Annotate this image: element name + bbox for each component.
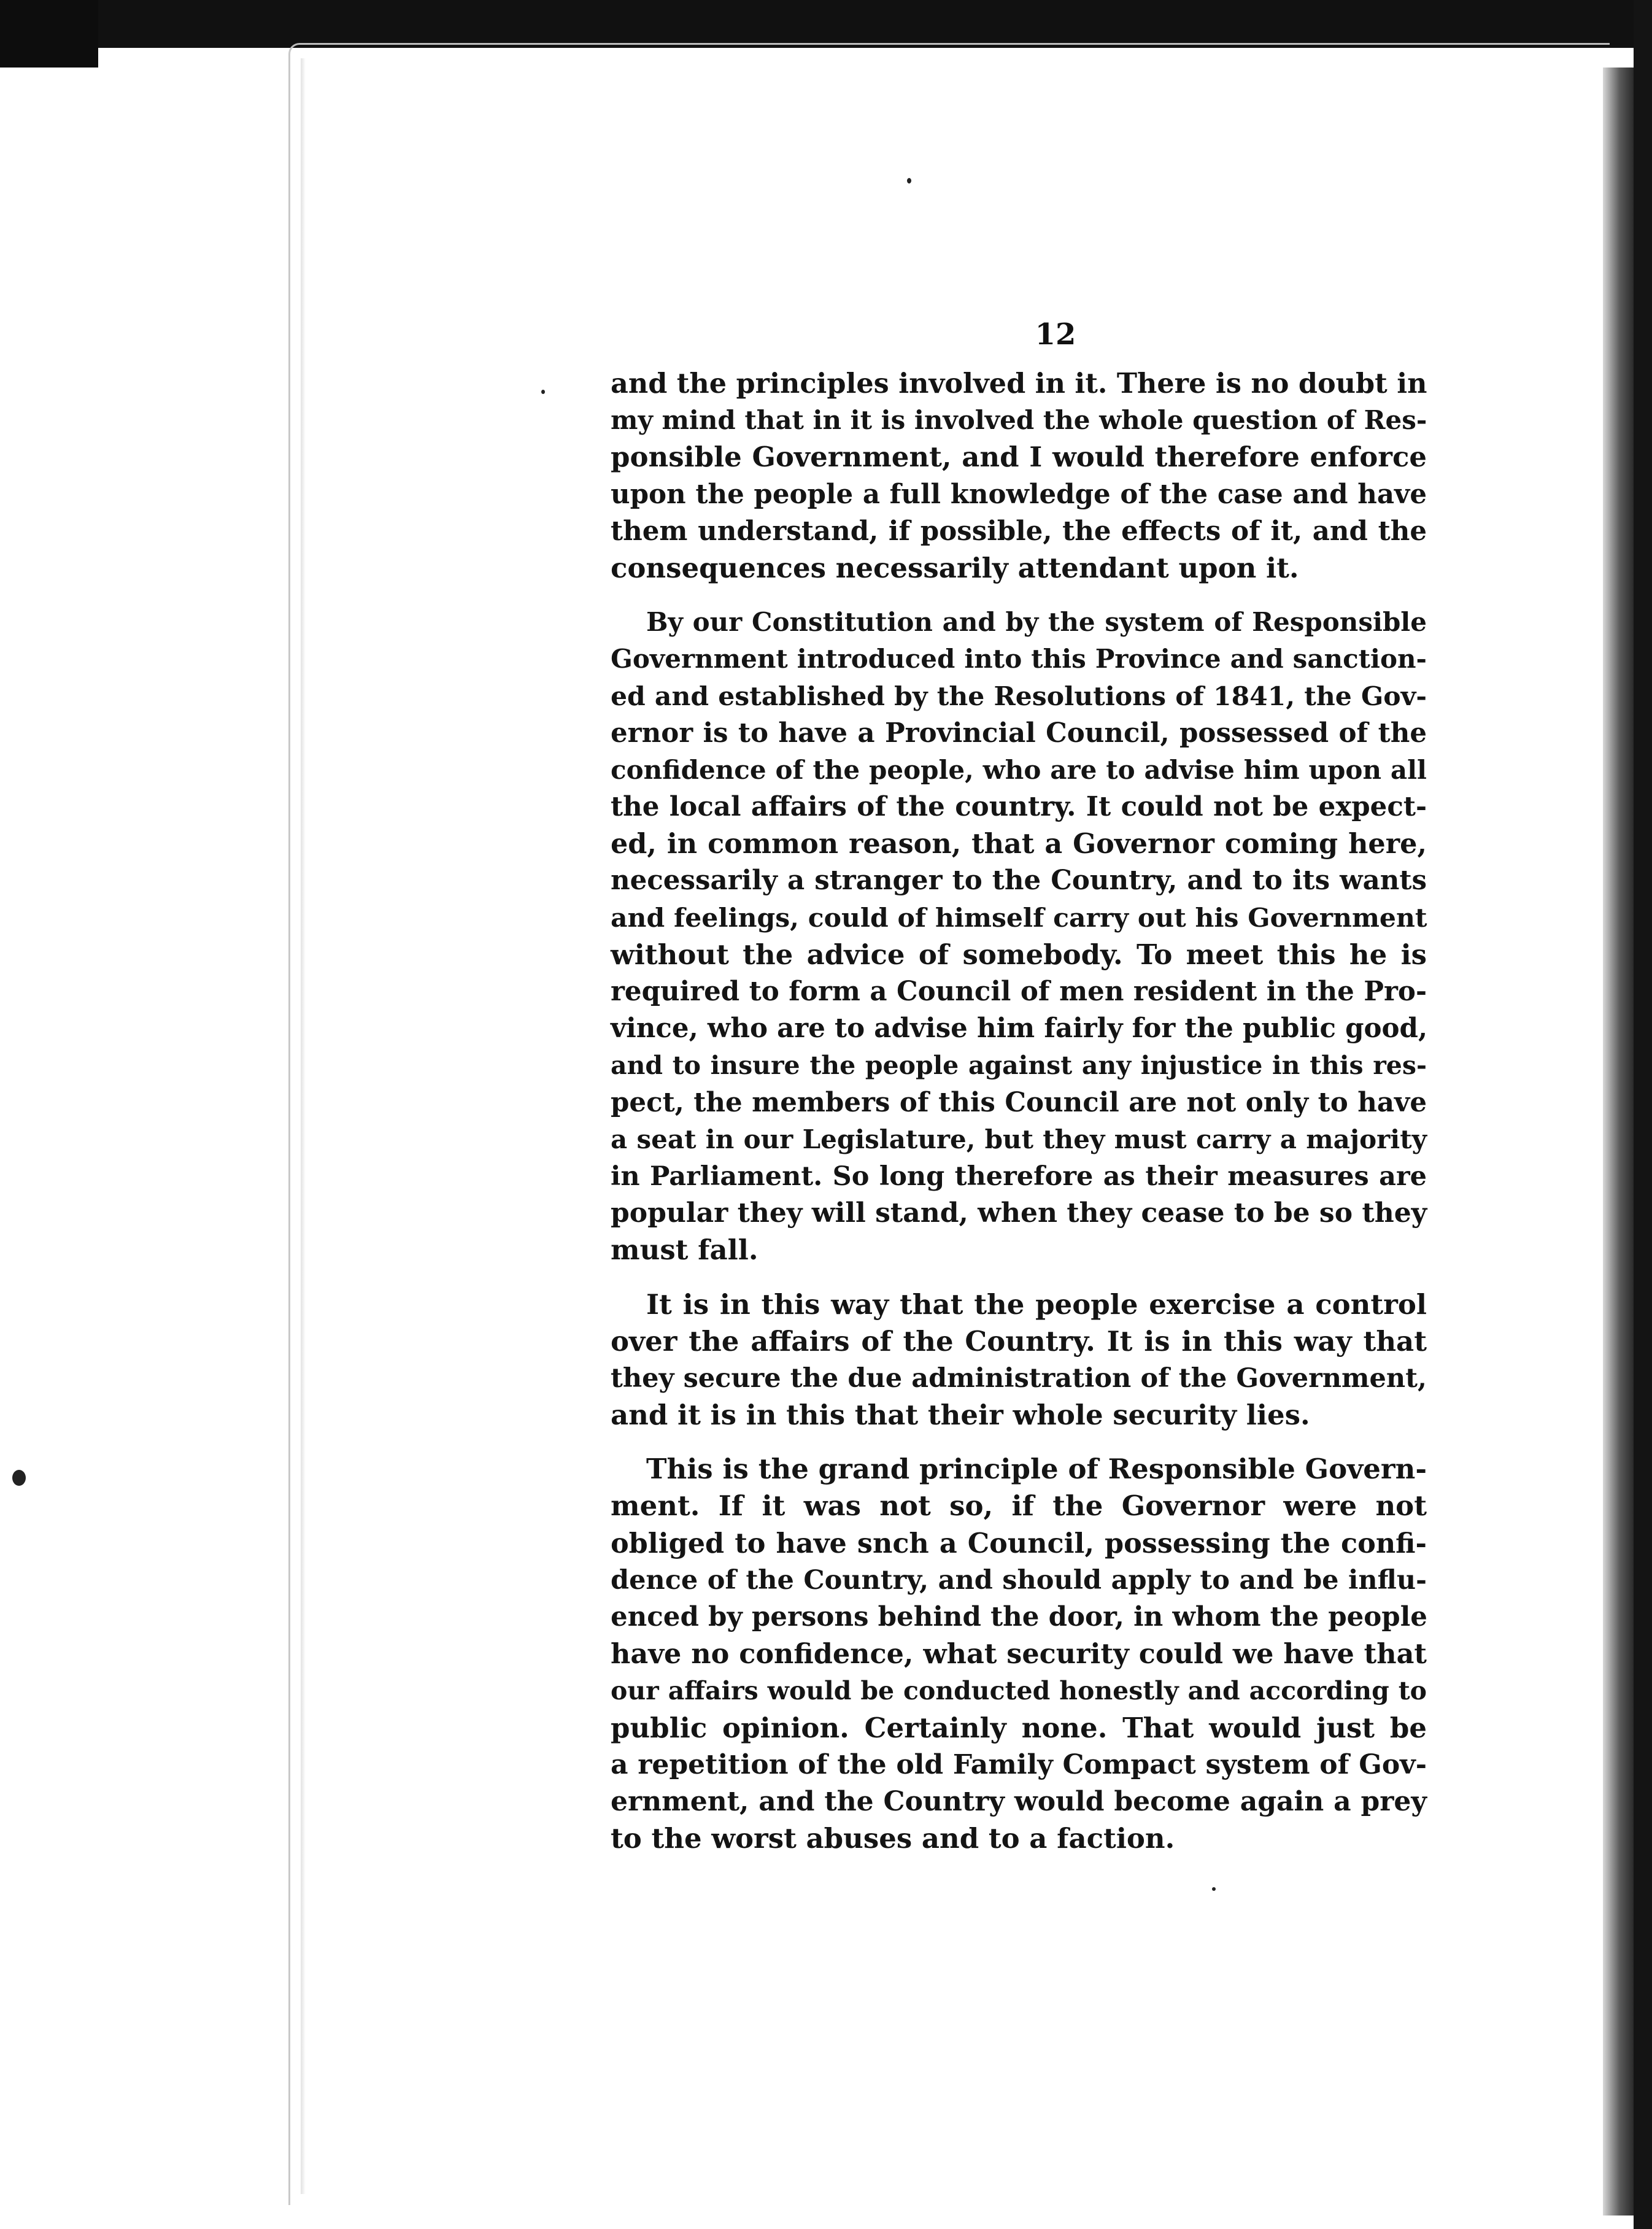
paragraph — [611, 1286, 1427, 1434]
text-line: ed and established by the Resolutions of 1841, the Gov- — [611, 681, 1427, 712]
paragraph-gap — [611, 1434, 1427, 1451]
text-line: they secure the due administration of the Government, — [611, 1362, 1427, 1394]
text-line: It is in this way that the people exercise a control — [646, 1288, 1427, 1321]
text-line: obliged to have snch a Council, possessing the confi- — [611, 1527, 1427, 1559]
page-number: 12 — [1035, 317, 1076, 352]
text-line: and feelings, could of himself carry out his Government — [611, 902, 1427, 933]
scan-border-corner — [0, 0, 98, 68]
text-line: ernment, and the Country would become again a prey — [611, 1785, 1427, 1817]
text-line: required to form a Council of men resident in the Pro- — [611, 976, 1427, 1007]
scan-speck — [12, 1470, 26, 1486]
text-line: This is the grand principle of Responsible Govern- — [646, 1453, 1427, 1486]
text-line: a seat in our Legislature, but they must carry a majority — [611, 1124, 1427, 1154]
text-line: confidence of the people, who are to advise him upon all — [611, 754, 1427, 785]
scan-speck — [1212, 1887, 1216, 1891]
text-line: ed, in common reason, that a Governor coming here, — [611, 828, 1427, 860]
text-line: and the principles involved in it. There is no doubt in — [611, 368, 1427, 400]
text-line: ernor is to have a Provincial Council, possessed of the — [611, 717, 1427, 749]
text-line: popular they will stand, when they cease to be so they — [611, 1197, 1427, 1229]
text-line: ponsible Government, and I would therefore enforce — [611, 441, 1427, 474]
text-line: enced by persons behind the door, in whom the people — [611, 1601, 1427, 1632]
text-line: a repetition of the old Family Compact system of Gov- — [611, 1748, 1427, 1780]
paragraph — [611, 1451, 1427, 1857]
text-line: dence of the Country, and should apply to and be influ- — [611, 1564, 1427, 1596]
text-line: and to insure the people against any injustice in this res- — [611, 1051, 1427, 1081]
text-line: over the affairs of the Country. It is in this way that — [611, 1324, 1427, 1358]
text-line: necessarily a stranger to the Country, and to its wants — [611, 865, 1427, 897]
text-line: to the worst abuses and to a faction. — [611, 1822, 1175, 1855]
text-line: pect, the members of this Council are not only to have — [611, 1086, 1427, 1118]
text-line: them understand, if possible, the effects of it, and the — [611, 515, 1427, 547]
scan-border-top — [0, 0, 1652, 48]
text-line: my mind that in it is involved the whole question of Res- — [611, 405, 1427, 436]
text-line: and it is in this that their whole security lies. — [611, 1399, 1310, 1432]
scan-speck — [541, 390, 545, 394]
page-edge-shade — [301, 58, 306, 2194]
paragraph-gap — [611, 1269, 1427, 1286]
text-line: without the advice of somebody. To meet this he is — [611, 938, 1427, 971]
text-line: vince, who are to advise him fairly for the public good, — [611, 1013, 1428, 1045]
paragraph-gap — [611, 587, 1427, 604]
body-text — [611, 365, 1427, 1857]
text-line: the local affairs of the country. It could not be expect- — [611, 791, 1427, 823]
scan-speck — [907, 178, 911, 183]
text-line: upon the people a full knowledge of the case and have — [611, 478, 1427, 510]
paragraph — [611, 365, 1427, 587]
text-line: Government introduced into this Province and sanction- — [611, 644, 1427, 674]
text-line: must fall. — [611, 1234, 758, 1267]
text-line: our affairs would be conducted honestly and according to — [611, 1676, 1427, 1706]
text-line: in Parliament. So long therefore as their measures are — [611, 1161, 1427, 1192]
text-line: public opinion. Certainly none. That would just be — [611, 1711, 1427, 1744]
text-line: have no confidence, what security could we have that — [611, 1638, 1427, 1671]
text-line: consequences necessarily attendant upon it. — [611, 551, 1299, 584]
paragraph — [611, 604, 1427, 1269]
text-line: ment. If it was not so, if the Governor were not — [611, 1489, 1427, 1523]
text-line: By our Constitution and by the system of Responsible — [646, 607, 1427, 638]
scan-border-right — [1634, 0, 1652, 2229]
